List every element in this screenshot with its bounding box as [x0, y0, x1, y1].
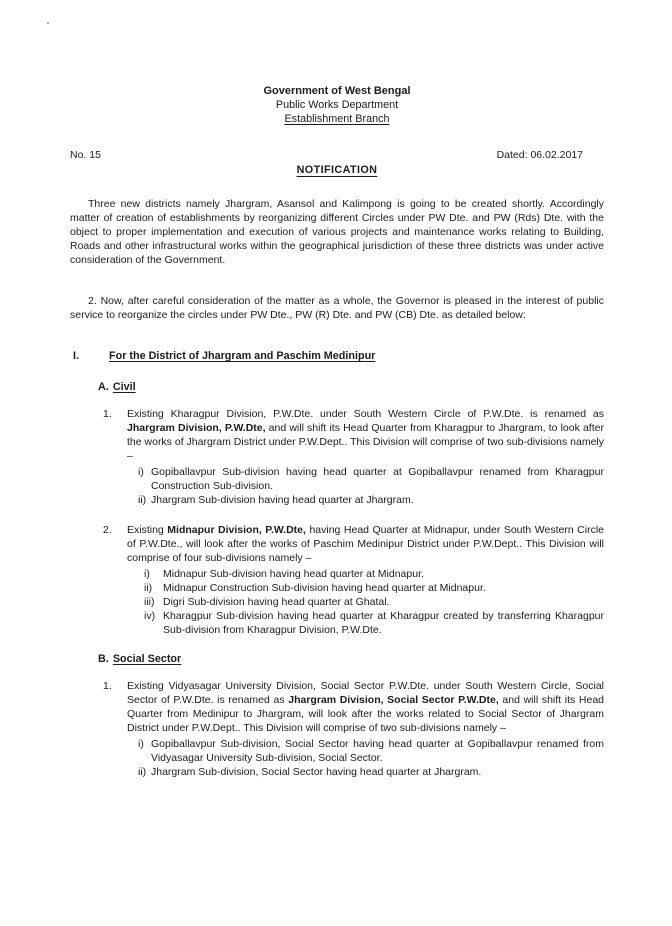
notification-title	[70, 163, 604, 177]
sub-list-b1	[70, 737, 604, 779]
section-1-title: For the District of Jhargram and Paschim Medinipur	[109, 350, 376, 362]
sub-item-marker: ii)	[144, 582, 153, 594]
sub-item	[138, 765, 604, 779]
sub-item-marker: iii)	[144, 596, 155, 608]
item-text: Existing Midnapur Division, P.W.Dte, having Head Quarter at Midnapur, under South Western Circle of P.W.Dte., will look after the works of Paschim Medinipur District under P.W.Dept.. This Division will comprise of four sub-divisions namely –	[127, 524, 605, 564]
subsection-a-label: A.	[98, 381, 109, 393]
sub-list-a2	[70, 567, 604, 637]
list-item-a2	[103, 523, 604, 565]
paragraph-order: 2. Now, after careful consideration of the matter as a whole, the Governor is pleased in the interest of public service to reorganize the circles under PW Dte., PW (R) Dte. and PW (CB) Dte. as detailed below:	[70, 295, 604, 321]
document-header	[70, 84, 604, 126]
sub-item-text: Kharagpur Sub-division having head quarter at Kharagpur created by transferring Kharagpur Sub-division from Kharagpur Division, P.W.Dte.	[163, 610, 604, 636]
sub-item-text: Midnapur Construction Sub-division having head quarter at Midnapur.	[163, 582, 486, 594]
sub-item-text: Midnapur Sub-division having head quarter at Midnapur.	[163, 568, 424, 580]
sub-item-marker: ii)	[138, 494, 147, 506]
sub-item-text: Gopiballavpur Sub-division, Social Sector having head quarter at Gopiballavpur renamed from Vidyasagar University Sub-division, Social Sector.	[151, 738, 604, 764]
sub-item-marker: i)	[144, 568, 150, 580]
item-text: Existing Vidyasagar University Division, Social Sector P.W.Dte. under South Western Circle, Social Sector of P.W.Dte. is renamed as Jhargram Division, Social Sector P.W.Dte, and will shift its Head Quarter from Medinipur to Jhargram, will look after the works related to Social Sector of Jhargram District under P.W.Dept.. This Division will comprise of two sub-divisions namely –	[127, 680, 605, 734]
sub-item-marker: iv)	[144, 610, 156, 622]
memo-number: No. 15	[70, 149, 101, 161]
notification-title-text: NOTIFICATION	[296, 164, 378, 176]
item-number: 1.	[103, 408, 112, 420]
government-name: Government of West Bengal	[263, 85, 411, 97]
branch-name: Establishment Branch	[284, 113, 390, 125]
sub-item	[144, 595, 604, 609]
subsection-b-heading	[98, 652, 604, 666]
sub-item	[138, 737, 604, 765]
item-text: Existing Kharagpur Division, P.W.Dte. under South Western Circle of P.W.Dte. is renamed as Jhargram Division, P.W.Dte, and will shift its Head Quarter from Kharagpur to Jhargram, to look after the works of Jhargram District under P.W.Dept.. This Division will comprise of two sub-divisions namely –	[127, 408, 604, 462]
sub-item	[144, 581, 604, 595]
sub-item-text: Gopiballavpur Sub-division having head quarter at Gopiballavpur renamed from Kharagpur Construction Sub-division.	[151, 466, 604, 492]
subsection-a-heading	[98, 380, 604, 394]
subsection-a-title: Civil	[112, 381, 136, 393]
sub-item	[144, 567, 604, 581]
item-number: 1.	[103, 680, 112, 692]
paragraph-intro: Three new districts namely Jhargram, Asansol and Kalimpong is going to be created shortly. Accordingly matter of creation of establishments by reorganizing different Circles under PW Dte. and PW (Rds) Dte. with the object to proper implementation and execution of various projects and maintenance works relating to Building, Roads and other infrastructural works within the geographical jurisdiction of these three districts was under active consideration of the Government.	[70, 198, 604, 266]
section-1-number: I.	[73, 350, 79, 362]
subsection-b-title: Social Sector	[112, 653, 182, 665]
document-date: Dated: 06.02.2017	[496, 149, 583, 161]
list-item-b1	[103, 679, 604, 735]
reference-row	[70, 148, 604, 162]
sub-item-marker: i)	[138, 738, 144, 750]
sub-item-marker: ii)	[138, 766, 147, 778]
sub-item-text: Jhargram Sub-division having head quarter at Jhargram.	[151, 494, 414, 506]
sub-item-marker: i)	[138, 466, 144, 478]
subsection-b-label: B.	[98, 653, 109, 665]
sub-item-text: Digri Sub-division having head quarter at Ghatal.	[163, 596, 390, 608]
item-number: 2.	[103, 524, 112, 536]
sub-item	[138, 465, 604, 493]
section-1-heading	[73, 349, 604, 363]
list-item-a1	[103, 407, 604, 463]
sub-item-text: Jhargram Sub-division, Social Sector having head quarter at Jhargram.	[151, 766, 482, 778]
sub-item	[138, 493, 604, 507]
department-name: Public Works Department	[275, 99, 399, 111]
scan-artifact-dot	[47, 22, 49, 24]
sub-item	[144, 609, 604, 637]
sub-list-a1	[70, 465, 604, 507]
